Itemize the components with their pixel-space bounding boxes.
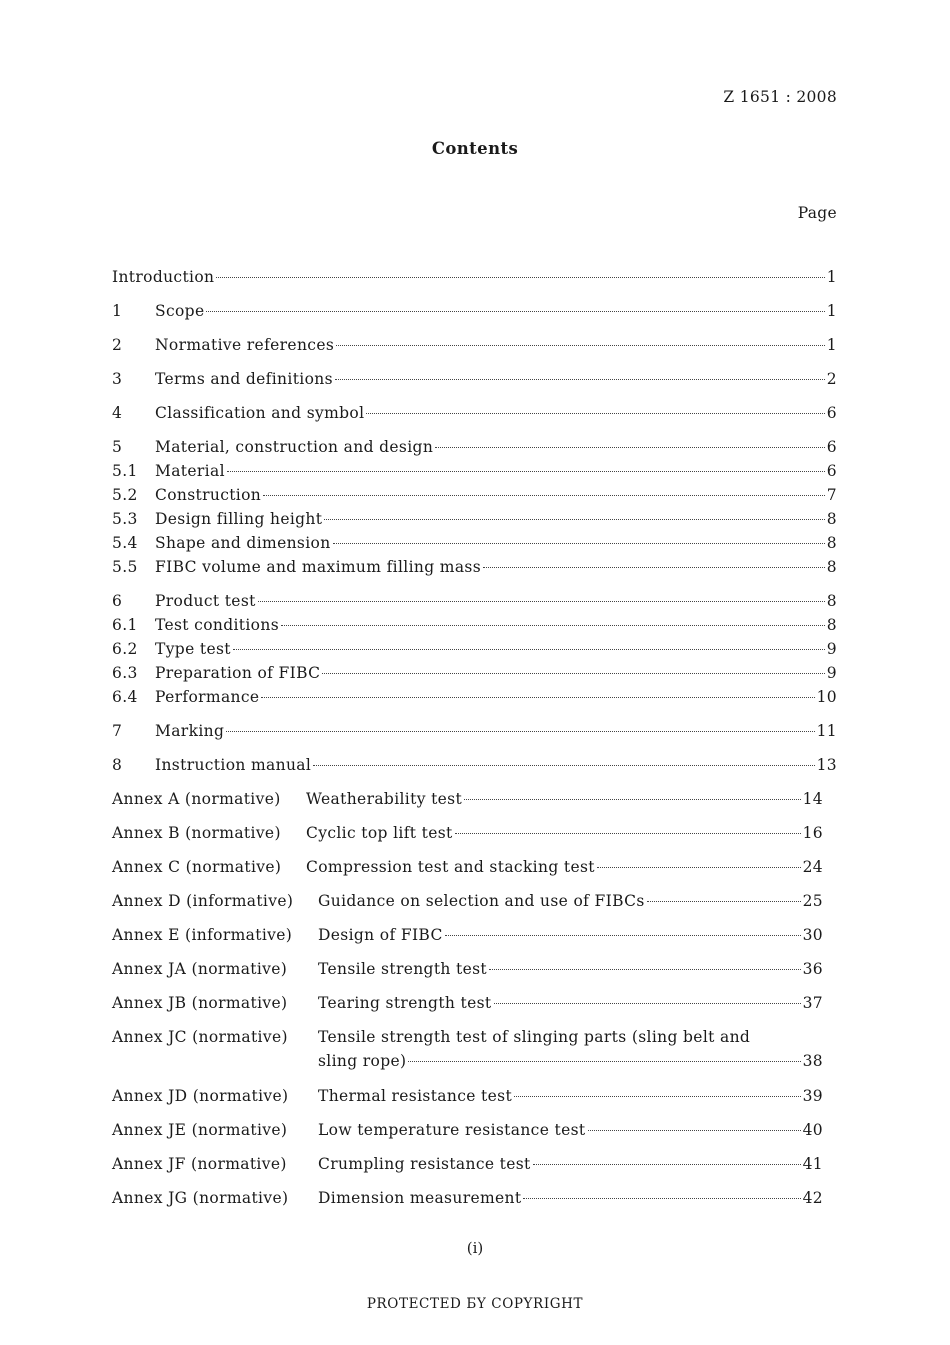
dot-leader	[514, 1096, 801, 1097]
toc-entry-8[interactable]	[112, 754, 837, 776]
toc-entry-5-5[interactable]	[112, 556, 837, 578]
toc-number: 6	[112, 592, 123, 610]
toc-entry-annex-d[interactable]	[112, 890, 837, 912]
standard-id: Z 1651 : 2008	[723, 88, 837, 106]
page-number: (i)	[466, 1239, 484, 1257]
dot-leader	[333, 543, 825, 544]
toc-label: Normative references	[155, 336, 335, 354]
toc-label: Instruction manual	[155, 756, 312, 774]
toc-label: Product test	[155, 592, 256, 610]
toc-number: 7	[112, 722, 123, 740]
toc-page: 6	[826, 462, 837, 480]
dot-leader	[258, 601, 825, 602]
toc-entry-annex-jb[interactable]	[112, 992, 837, 1014]
toc-label: Crumpling resistance test	[318, 1155, 531, 1173]
dot-leader	[226, 731, 814, 732]
dot-leader	[494, 1003, 801, 1004]
toc-page: 8	[826, 534, 837, 552]
toc-page: 1	[826, 336, 837, 354]
toc-page: 8	[826, 592, 837, 610]
toc-entry-6-1[interactable]	[112, 614, 837, 636]
toc-label: Design filling height	[155, 510, 323, 528]
toc-entry-annex-jd[interactable]	[112, 1085, 837, 1107]
toc-entry-5[interactable]	[112, 436, 837, 458]
toc-label: Marking	[155, 722, 225, 740]
toc-page: 38	[802, 1052, 823, 1070]
toc-label: Low temperature resistance test	[318, 1121, 586, 1139]
copyright-notice: PROTECTED БY COPYRIGHT	[366, 1296, 584, 1312]
dot-leader	[489, 969, 801, 970]
dot-leader	[523, 1198, 800, 1199]
annex-designation: Annex JG (normative)	[112, 1189, 289, 1207]
toc-page: 9	[826, 640, 837, 658]
dot-leader	[435, 447, 825, 448]
toc-entry-annex-je[interactable]	[112, 1119, 837, 1141]
toc-label: Thermal resistance test	[318, 1087, 513, 1105]
toc-page: 8	[826, 616, 837, 634]
toc-number: 5.1	[112, 462, 138, 480]
toc-page: 36	[802, 960, 823, 978]
toc-entry-5-4[interactable]	[112, 532, 837, 554]
toc-entry-7[interactable]	[112, 720, 837, 742]
toc-label: Design of FIBC	[318, 926, 443, 944]
toc-page: 9	[826, 664, 837, 682]
toc-label: Type test	[155, 640, 231, 658]
toc-entry-annex-jf[interactable]	[112, 1153, 837, 1175]
toc-entry-annex-a[interactable]	[112, 788, 837, 810]
toc-page: 7	[826, 486, 837, 504]
dot-leader	[647, 901, 801, 902]
toc-entry-2[interactable]	[112, 334, 837, 356]
dot-leader	[263, 495, 825, 496]
toc-page: 37	[802, 994, 823, 1012]
toc-label: sling rope)	[318, 1052, 407, 1070]
toc-label: Tearing strength test	[318, 994, 492, 1012]
toc-number: 1	[112, 302, 123, 320]
toc-page: 1	[826, 302, 837, 320]
toc-page: 11	[816, 722, 837, 740]
dot-leader	[366, 413, 824, 414]
dot-leader	[322, 673, 824, 674]
toc-entry-6-3[interactable]	[112, 662, 837, 684]
annex-designation: Annex JF (normative)	[112, 1155, 287, 1173]
toc-label: Terms and definitions	[155, 370, 333, 388]
toc-page: 13	[816, 756, 837, 774]
toc-label: Compression test and stacking test	[306, 858, 595, 876]
annex-designation: Annex JB (normative)	[112, 994, 288, 1012]
page-column-label: Page	[797, 204, 837, 222]
toc-entry-4[interactable]	[112, 402, 837, 424]
annex-designation: Annex JC (normative)	[112, 1028, 288, 1046]
dot-leader	[455, 833, 801, 834]
toc-page: 1	[826, 268, 837, 286]
toc-entry-annex-jc-continued[interactable]	[112, 1050, 837, 1072]
dot-leader	[533, 1164, 801, 1165]
toc-entry-6-2[interactable]	[112, 638, 837, 660]
toc-number: 5	[112, 438, 123, 456]
toc-number: 5.4	[112, 534, 138, 552]
toc-entry-annex-jg[interactable]	[112, 1187, 837, 1209]
toc-label: Guidance on selection and use of FIBCs	[318, 892, 645, 910]
dot-leader	[597, 867, 801, 868]
dot-leader	[227, 471, 825, 472]
dot-leader	[206, 311, 824, 312]
toc-number: 5.2	[112, 486, 138, 504]
dot-leader	[588, 1130, 801, 1131]
toc-label: Cyclic top lift test	[306, 824, 453, 842]
toc-number: 2	[112, 336, 123, 354]
toc-page: 6	[826, 404, 837, 422]
toc-label: Test conditions	[155, 616, 279, 634]
annex-designation: Annex C (normative)	[112, 858, 282, 876]
toc-label: Scope	[155, 302, 205, 320]
toc-label: Material, construction and design	[155, 438, 434, 456]
toc-label: Construction	[155, 486, 262, 504]
toc-page: 40	[802, 1121, 823, 1139]
toc-number: 6.3	[112, 664, 138, 682]
toc-number: 3	[112, 370, 123, 388]
toc-page: 42	[802, 1189, 823, 1207]
toc-page: 10	[816, 688, 837, 706]
toc-entry-annex-e[interactable]	[112, 924, 837, 946]
toc-page: 2	[826, 370, 837, 388]
toc-entry-3[interactable]	[112, 368, 837, 390]
toc-page: 8	[826, 558, 837, 576]
toc-page: 6	[826, 438, 837, 456]
toc-label: Tensile strength test	[318, 960, 488, 978]
annex-designation: Annex D (informative)	[112, 892, 294, 910]
toc-page: 24	[802, 858, 823, 876]
dot-leader	[483, 567, 825, 568]
toc-number: 6.2	[112, 640, 138, 658]
toc-page: 16	[802, 824, 823, 842]
toc-label: Introduction	[112, 268, 215, 286]
toc-page: 30	[802, 926, 823, 944]
toc-label: Preparation of FIBC	[155, 664, 321, 682]
dot-leader	[313, 765, 814, 766]
dot-leader	[335, 379, 825, 380]
dot-leader	[336, 345, 825, 346]
dot-leader	[233, 649, 825, 650]
toc-entry-5-1[interactable]	[112, 460, 837, 482]
annex-designation: Annex JA (normative)	[112, 960, 288, 978]
annex-designation: Annex JE (normative)	[112, 1121, 288, 1139]
toc-number: 6.4	[112, 688, 138, 706]
dot-leader	[216, 277, 824, 278]
toc-page: 41	[802, 1155, 823, 1173]
toc-page: 25	[802, 892, 823, 910]
dot-leader	[261, 697, 814, 698]
toc-page: 39	[802, 1087, 823, 1105]
dot-leader	[281, 625, 825, 626]
toc-entry-5-2[interactable]	[112, 484, 837, 506]
toc-label: FIBC volume and maximum filling mass	[155, 558, 482, 576]
toc-page: 8	[826, 510, 837, 528]
toc-entry-annex-c[interactable]	[112, 856, 837, 878]
annex-designation: Annex A (normative)	[112, 790, 281, 808]
toc-entry-6-4[interactable]	[112, 686, 837, 708]
dot-leader	[464, 799, 801, 800]
toc-number: 8	[112, 756, 123, 774]
toc-number: 5.5	[112, 558, 138, 576]
toc-label-line1: Tensile strength test of slinging parts (sling belt and	[318, 1028, 751, 1046]
dot-leader	[408, 1061, 800, 1062]
toc-entry-introduction[interactable]	[112, 266, 837, 288]
toc-label: Dimension measurement	[318, 1189, 522, 1207]
toc-entry-annex-ja[interactable]	[112, 958, 837, 980]
annex-designation: Annex E (informative)	[112, 926, 293, 944]
toc-number: 5.3	[112, 510, 138, 528]
toc-entry-6[interactable]	[112, 590, 837, 612]
toc-label: Shape and dimension	[155, 534, 331, 552]
toc-label: Material	[155, 462, 225, 480]
toc-label: Performance	[155, 688, 260, 706]
page-title: Contents	[431, 139, 519, 158]
toc-entry-annex-b[interactable]	[112, 822, 837, 844]
toc-number: 4	[112, 404, 123, 422]
toc-number: 6.1	[112, 616, 138, 634]
toc-page: 14	[802, 790, 823, 808]
dot-leader	[445, 935, 801, 936]
dot-leader	[324, 519, 824, 520]
annex-designation: Annex JD (normative)	[112, 1087, 289, 1105]
toc-entry-5-3[interactable]	[112, 508, 837, 530]
toc-label: Classification and symbol	[155, 404, 365, 422]
annex-designation: Annex B (normative)	[112, 824, 281, 842]
toc-entry-1[interactable]	[112, 300, 837, 322]
toc-label: Weatherability test	[306, 790, 463, 808]
toc-entry-annex-jc[interactable]	[112, 1026, 837, 1048]
